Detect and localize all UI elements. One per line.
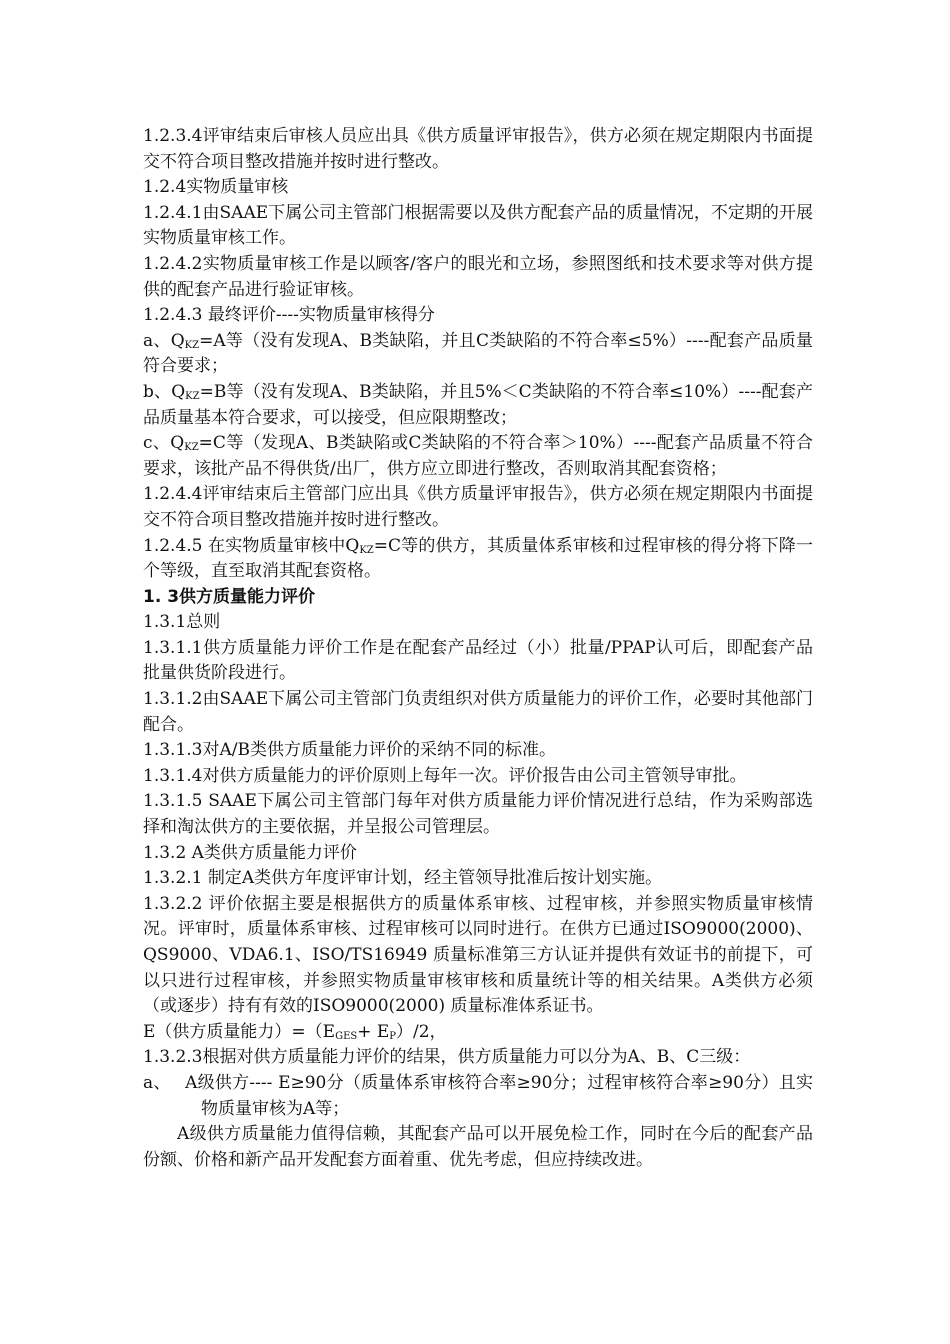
paragraph-1-3-1-1: 1.3.1.1供方质量能力评价工作是在配套产品经过（小）批量/PPAP认可后，即配套产品批量供货阶段进行。 [143, 637, 813, 684]
text: =C等（发现A、B类缺陷或C类缺陷的不符合率＞10%）----配套产品质量不符合要求，该批产品不得供货/出厂，供方应立即进行整改，否则取消其配套资格； [143, 433, 813, 479]
paragraph-1-2-3-4: 1.2.3.4评审结束后审核人员应出具《供方质量评审报告》，供方必须在规定期限内书面提交不符合项目整改措施并按时进行整改。 [143, 126, 813, 172]
text: c、Q [143, 433, 185, 454]
paragraph-1-3-2-3: 1.3.2.3根据对供方质量能力评价的结果，供方质量能力可以分为A、B、C三级： [143, 1047, 751, 1068]
subscript: KZ [359, 544, 374, 556]
paragraph-1-3-1-2: 1.3.1.2由SAAE下属公司主管部门负责组织对供方质量能力的评价工作，必要时其他部门配合。 [143, 689, 813, 735]
section-1-2-4-title: 1.2.4实物质量审核 [143, 177, 289, 198]
paragraph-1-2-4-1: 1.2.4.1由SAAE下属公司主管部门根据需要以及供方配套产品的质量情况，不定期的开展实物质量审核工作。 [143, 202, 813, 249]
paragraph-1-3-1-4: 1.3.1.4对供方质量能力的评价原则上每年一次。评价报告由公司主管领导审批。 [143, 765, 747, 786]
text: =C等的供方，其质量体系审核和过程审核的得分将下降一个等级，直至取消其配套资格。 [143, 535, 813, 582]
text: =B等（没有发现A、B类缺陷，并且5%＜C类缺陷的不符合率≤10%）----配套产品质量基本符合要求，可以接受，但应限期整改； [143, 381, 813, 428]
paragraph-1-3-1-3: 1.3.1.3对A/B类供方质量能力评价的采纳不同的标准。 [143, 740, 556, 761]
section-1-3-1-title: 1.3.1总则 [143, 612, 221, 633]
text: + E [357, 1021, 390, 1042]
text: 1.2.4.5 在实物质量审核中Q [143, 535, 360, 556]
paragraph-1-3-2-2: 1.3.2.2 评价依据主要是根据供方的质量体系审核、过程审核，并参照实物质量审核情况。评审时，质量体系审核、过程审核可以同时进行。在供方已通过ISO9000(2000)、QS9000、VDA6.1、ISO/TS16949 质量标准第三方认证并提供有效证书的前提下，可以只进行过程审核，并参照实物质量审核审核和质量统计等的相关结果。A类供方必须（或逐步）持有有效的ISO9000(2000) 质量标准体系证书。 [143, 893, 813, 1017]
paragraph-1-2-4-5 [143, 534, 813, 585]
grade-b-item [143, 380, 813, 431]
section-1-3-2-title: 1.3.2 A类供方质量能力评价 [143, 842, 357, 863]
grade-c-item [143, 431, 813, 482]
text: b、Q [143, 381, 186, 402]
text: ）/2， [396, 1021, 447, 1042]
text: a、Q [143, 330, 185, 351]
paragraph-1-2-4-2: 1.2.4.2实物质量审核工作是以顾客/客户的眼光和立场，参照图纸和技术要求等对供方提供的配套产品进行验证审核。 [143, 253, 813, 300]
subscript: KZ [185, 390, 200, 402]
section-1-3-heading: 1. 3供方质量能力评价 [143, 586, 316, 607]
subscript: KZ [184, 339, 200, 351]
grade-a-supplier-item: a、 A级供方---- E≥90分（质量体系审核符合率≥90分；过程审核符合率≥90分）且实物质量审核为A等； [143, 1072, 813, 1119]
grade-a-item [143, 329, 813, 380]
grade-a-supplier-note: A级供方质量能力值得信赖，其配套产品可以开展免检工作，同时在今后的配套产品份额、价格和新产品开发配套方面着重、优先考虑，但应持续改进。 [143, 1124, 813, 1170]
paragraph-1-3-2-1: 1.3.2.1 制定A类供方年度评审计划，经主管领导批准后按计划实施。 [143, 868, 663, 889]
text: E（供方质量能力）=（E [143, 1021, 336, 1042]
text: =A等（没有发现A、B类缺陷，并且C类缺陷的不符合率≤5%）----配套产品质量符合要求； [143, 330, 813, 377]
subscript: GES [335, 1030, 358, 1042]
paragraph-1-3-1-5: 1.3.1.5 SAAE下属公司主管部门每年对供方质量能力评价情况进行总结，作为采购部选择和淘汰供方的主要依据，并呈报公司管理层。 [143, 791, 813, 838]
subscript: P [389, 1030, 397, 1042]
paragraph-1-2-4-3: 1.2.4.3 最终评价----实物质量审核得分 [143, 305, 435, 326]
document-body [143, 124, 813, 1173]
formula-quality-capability [143, 1020, 813, 1046]
paragraph-1-2-4-4: 1.2.4.4评审结束后主管部门应出具《供方质量评审报告》，供方必须在规定期限内书面提交不符合项目整改措施并按时进行整改。 [143, 484, 813, 530]
subscript: KZ [184, 442, 199, 454]
